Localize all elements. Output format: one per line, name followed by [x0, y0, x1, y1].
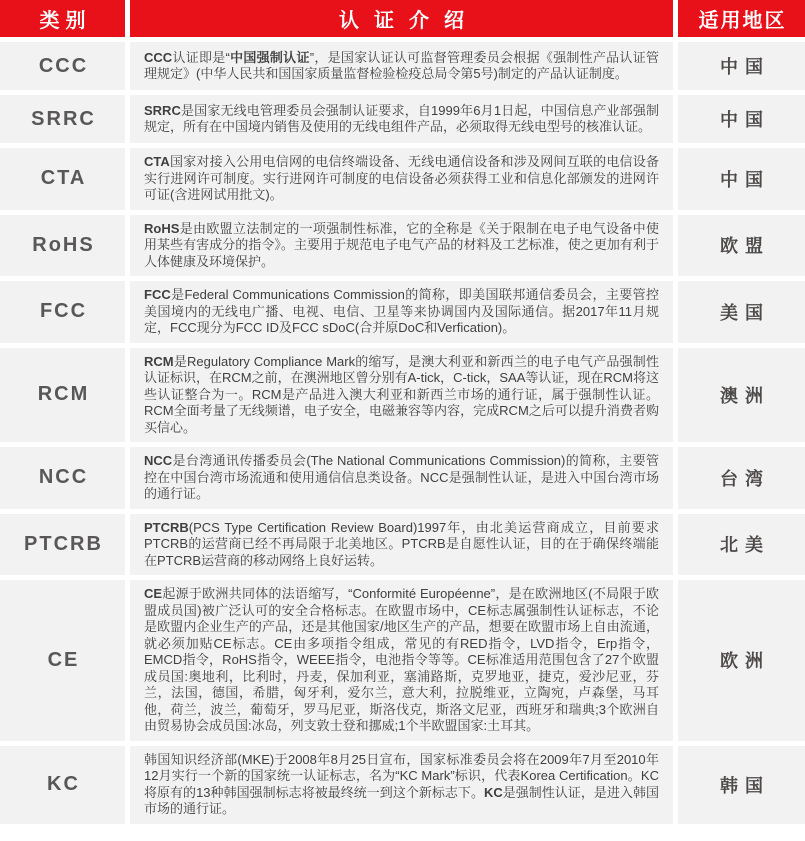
header-cell-intro: 认证介绍 [130, 0, 673, 37]
category-cell: NCC [0, 447, 125, 509]
description-cell [130, 580, 673, 741]
region-cell: 北美 [678, 514, 805, 576]
description-cell [130, 215, 673, 277]
region-cell: 美国 [678, 281, 805, 343]
description-cell [130, 95, 673, 143]
description-cell [130, 514, 673, 576]
description-text: SRRC是国家无线电管理委员会强制认证要求，自1999年6月1日起，中国信息产业部强制规定，所有在中国境内销售及使用的无线电组件产品，必须取得无线电型号的核准认证。 [144, 102, 659, 134]
description-cell [130, 447, 673, 509]
category-cell: RoHS [0, 215, 125, 277]
description-text: CTA国家对接入公用电信网的电信终端设备、无线电通信设备和涉及网间互联的电信设备实行进网许可制度。实行进网许可制度的电信设备必须获得工业和信息化部颁发的进网许可证(含进网试用批文)。 [144, 154, 659, 202]
category-cell: SRRC [0, 95, 125, 143]
category-cell: FCC [0, 281, 125, 343]
category-cell: CCC [0, 42, 125, 90]
region-cell: 欧盟 [678, 215, 805, 277]
description-text: PTCRB(PCS Type Certification Review Board)1997年，由北美运营商成立，目前要求PTCRB的运营商已经不再局限于北美地区。PTCRB是自愿性认证，目的在于确保终端能在PTCRB运营商的移动网络上良好运转。 [144, 519, 659, 568]
region-cell: 中国 [678, 42, 805, 90]
description-cell [130, 281, 673, 343]
description-text: FCC是Federal Communications Commission的简称，即美国联邦通信委员会，主要管控美国境内的无线电广播、电视、电信、卫星等来协调国内及国际通信。据2017年11月规定，FCC现分为FCC ID及FCC sDoC(合并原DoC和Verfication)。 [144, 287, 659, 335]
description-text: CCC认证即是“中国强制认证”，是国家认证认可监督管理委员会根据《强制性产品认证管理规定》(中华人民共和国国家质量监督检验检疫总局令第5号)制定的产品认证制度。 [144, 49, 659, 81]
description-cell [130, 746, 673, 824]
category-cell: KC [0, 746, 125, 824]
description-cell [130, 42, 673, 90]
description-cell [130, 348, 673, 443]
region-cell: 欧洲 [678, 580, 805, 741]
description-text: RoHS是由欧盟立法制定的一项强制性标准，它的全称是《关于限制在电子电气设备中使用某些有害成分的指令》。主要用于规范电子电气产品的材料及工艺标准，使之更加有利于人体健康及环境保护。 [144, 220, 659, 269]
region-cell: 台湾 [678, 447, 805, 509]
header-cell-region: 适用地区 [678, 0, 805, 37]
header-cell-category: 类别 [0, 0, 125, 37]
region-cell: 中国 [678, 95, 805, 143]
description-text: 韩国知识经济部(MKE)于2008年8月25日宣布，国家标准委员会将在2009年7月至2010年12月实行一个新的国家统一认证标志，名为“KC Mark”标识，代表Korea Certification。KC将原有的13种韩国强制标志将被最终统一到这个新标志下。KC是强制性认证，是进入韩国市场的通行证。 [144, 751, 659, 816]
description-text: CE起源于欧洲共同体的法语缩写，“Conformité Européenne”，是在欧洲地区(不局限于欧盟成员国)被广泛认可的安全合格标志。在欧盟市场中，CE标志属强制性认证标志，不论是欧盟内企业生产的产品，还是其他国家/地区生产的产品，想要在欧盟市场上自由流通，就必须加贴CE标志。CE由多项指令组成，常见的有RED指令，LVD指令，Erp指令，EMCD指令，RoHS指令，WEEE指令，电池指令等等。CE标准适用范围包含了27个欧盟成员国:奥地利，比利时，丹麦，保加利亚，塞浦路斯，克罗地亚，捷克，爱沙尼亚，芬兰，法国，德国，希腊，匈牙利，爱尔兰，意大利，拉脱维亚，立陶宛，卢森堡，马耳他，荷兰，波兰，葡萄牙，罗马尼亚，斯洛伐克，斯洛文尼亚，西班牙和瑞典;3个欧洲自由贸易协会成员国:冰岛，列支敦士登和挪威;1个半欧盟国家:土耳其。 [144, 586, 659, 733]
category-cell: CE [0, 580, 125, 741]
region-cell: 澳洲 [678, 348, 805, 443]
category-cell: PTCRB [0, 514, 125, 576]
region-cell: 韩国 [678, 746, 805, 824]
description-cell [130, 148, 673, 210]
region-cell: 中国 [678, 148, 805, 210]
description-text: RCM是Regulatory Compliance Mark的缩写，是澳大利亚和新西兰的电子电气产品强制性认证标识，在RCM之前，在澳洲地区曾分别有A-tick，C-tick，SAA等认证，现在RCM将这些认证整合为一。RCM是产品进入澳大利亚和新西兰市场的通行证，属于强制性认证。RCM全面考量了无线频谱，电子安全，电磁兼容等内容，完成RCM之后可以提升消费者购买信心。 [144, 353, 659, 435]
category-cell: CTA [0, 148, 125, 210]
description-text: NCC是台湾通讯传播委员会(The National Communications Commission)的简称，主要管控在中国台湾市场流通和使用通信信息类设备。NCC是强制性认证，是进入中国台湾市场的通行证。 [144, 453, 659, 501]
category-cell: RCM [0, 348, 125, 443]
